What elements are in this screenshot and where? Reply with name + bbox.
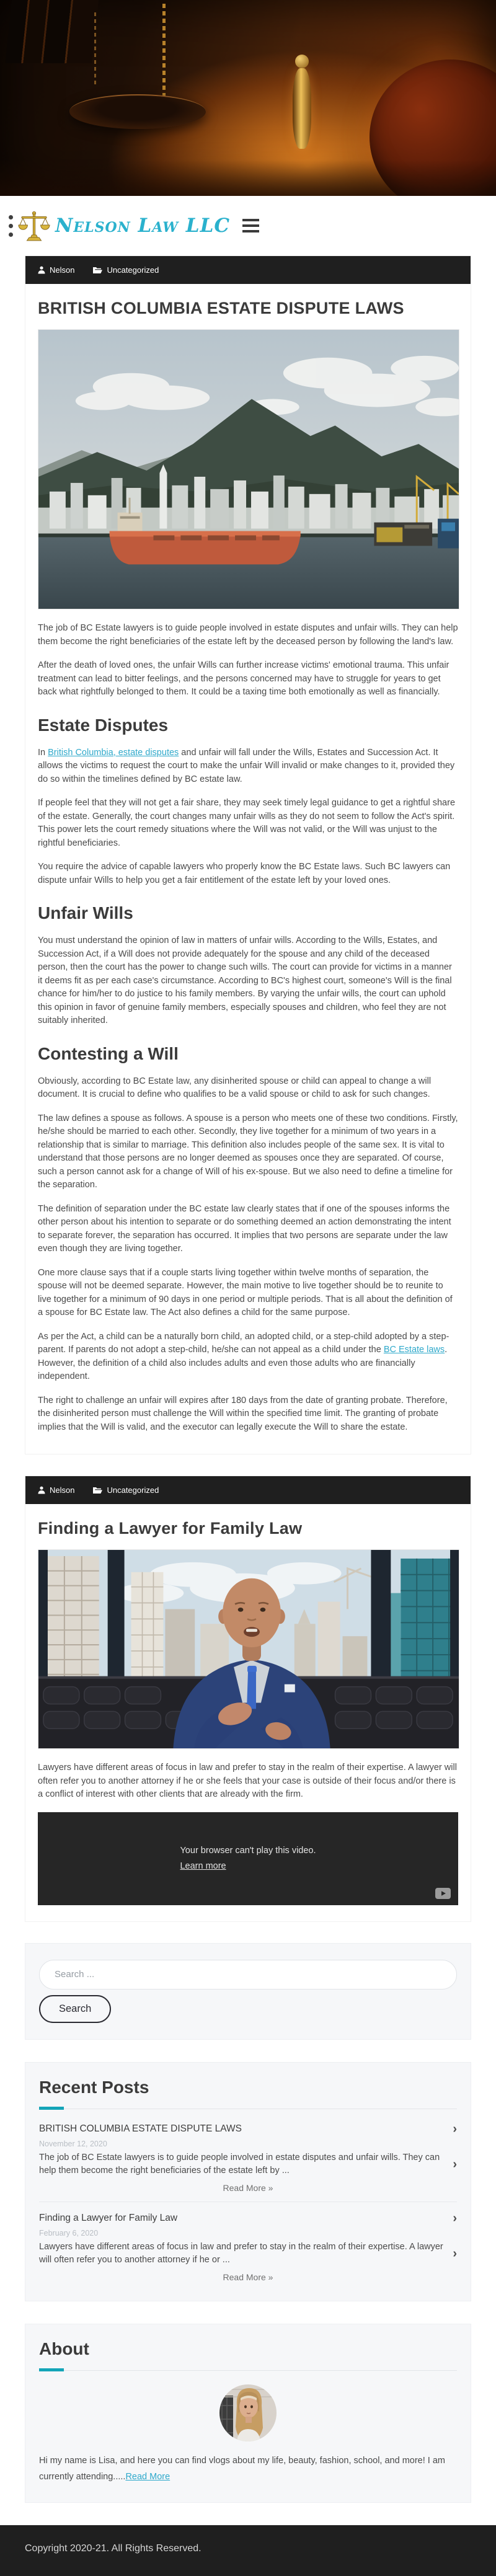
- learn-more-link[interactable]: Learn more: [180, 1861, 226, 1871]
- about-read-more-link[interactable]: Read More: [125, 2471, 170, 2482]
- text-run: and unfair will fall under the Wills, Estates and Succession Act. It allows the victims to request the court to make the unfair Will invalid or make changes to it, provided they do so within the timelines defined by BC estate law.: [38, 747, 455, 784]
- paragraph: The law defines a spouse as follows. A spouse is a person who meets one of these two conditions. Firstly, he/she should be married to each other. Secondly, they live together for a minimum of two years in a relationship that is similar to marriage. This definition also includes people of the same sex. It is vital to understand that those persons are no longer deemed as spouses once they are separated. Of course, such a person cannot ask for a change of Will of his ex-spouse. But we also need to define a timeline for the separation.: [38, 1113, 458, 1190]
- section-heading-contesting-a-will: Contesting a Will: [38, 1043, 179, 1063]
- site-header: [0, 196, 496, 255]
- widget-divider: [39, 2370, 457, 2371]
- chevron-right-icon[interactable]: ›: [453, 2211, 457, 2225]
- recent-post-excerpt: The job of BC Estate lawyers is to guide people involved in estate disputes and unfair wills. They can help them become the right beneficiaries of the estate left by ...: [39, 2152, 440, 2175]
- youtube-logo-icon[interactable]: [435, 1888, 451, 1899]
- author-link[interactable]: [38, 1485, 74, 1495]
- about-widget: [25, 2324, 471, 2503]
- featured-image-vancouver-harbour: [38, 329, 459, 609]
- video-player[interactable]: [38, 1812, 458, 1905]
- recent-post-date: February 6, 2020: [39, 2228, 99, 2237]
- text-run: . However, the definition of a child also includes adults and even those adults who are financially independent.: [38, 1345, 448, 1381]
- section-heading-estate-disputes: Estate Disputes: [38, 715, 169, 735]
- featured-image-lawyer-video-still: [38, 1549, 459, 1749]
- scale-chain-decoration: [94, 12, 96, 87]
- post-meta-bar: [25, 256, 471, 284]
- widget-title-recent-posts: Recent Posts: [39, 2077, 149, 2097]
- chevron-right-icon[interactable]: ›: [453, 2158, 457, 2171]
- folder-icon: [93, 267, 102, 274]
- law-books-decoration: [5, 0, 118, 63]
- recent-post-title: BRITISH COLUMBIA ESTATE DISPUTE LAWS: [39, 2123, 242, 2134]
- scale-chain-decoration: [162, 4, 166, 109]
- paragraph: You require the advice of capable lawyers who properly know the BC Estate laws. Such BC lawyers can dispute unfair Wills to help you get a fair entitlement of the estate left by your loved ones.: [38, 862, 451, 885]
- wood-surface-decoration: [0, 160, 496, 196]
- logo-dots-icon: [9, 215, 13, 237]
- recent-post-excerpt-row: [39, 2151, 457, 2178]
- paragraph: One more clause says that if a couple starts living together within twelve months of separation, the spouse will not be deemed separate. However, the main motive to live together should be to reunite to live together for a minimum of 90 days in one period or multiple periods. That is all about the definition of a spouse for BC Estate law. The Act also defines a child for the same purpose.: [38, 1267, 453, 1317]
- author-name: Nelson: [50, 1485, 75, 1495]
- paragraph: You must understand the opinion of law in matters of unfair wills. According to the Wills, Estates, and Succession Act, if a Will does not provide adequately for the spouse and any child of the deceased person, then the court has the power to change such wills. The court can provide for victims in a manner it deems fit as per each case's circumstance. According to BC's highest court, someone's Will is the final chance for him/her to do justice to his family members. By varying the unfair wills, the court can uphold this opinion in favor of genuine family members, especially spouses and children, who feel they are not suitably inherited.: [38, 936, 452, 1025]
- text-run: In: [38, 747, 48, 758]
- hero-image-gavel: [0, 0, 496, 196]
- paragraph: If people feel that they will not get a fair share, they may seek timely legal guidance to get a rightful share of the estate. Generally, the court changes many unfair wills as they do not seem to follow the Act's spirit. This power lets the court remedy situations where the Will was not valid, or the Will was unjust to the rightful beneficiaries.: [38, 798, 456, 848]
- video-error-text: Your browser can't play this video.: [180, 1845, 316, 1856]
- author-name: Nelson: [50, 265, 75, 275]
- post-meta-bar: [25, 1476, 471, 1504]
- bc-estate-laws-link[interactable]: BC Estate laws: [383, 1345, 445, 1355]
- chevron-right-icon[interactable]: ›: [453, 2122, 457, 2136]
- site-logo[interactable]: [9, 210, 230, 241]
- recent-post-title-link[interactable]: [39, 2123, 457, 2135]
- recent-post-excerpt: Lawyers have different areas of focus in law and prefer to stay in the realm of their expertise. A lawyer will often refer you to another attorney if he or ...: [39, 2241, 443, 2265]
- category-link[interactable]: [93, 265, 159, 275]
- read-more-link[interactable]: Read More »: [223, 2182, 273, 2193]
- recent-post-item: [39, 2123, 457, 2193]
- category-name: Uncategorized: [107, 265, 159, 275]
- site-footer: [0, 2525, 496, 2576]
- scale-pan-decoration: [69, 94, 206, 129]
- category-link[interactable]: [93, 1485, 159, 1495]
- floating-dry-dock: [374, 519, 459, 549]
- section-heading-unfair-wills: Unfair Wills: [38, 903, 133, 923]
- paragraph: The definition of separation under the BC estate law clearly states that if one of the spouses informs the other person about his intention to separate or do something deemed an action demonstrating the intent to separate forever, the separation has occurred. It implies that two persons are separate under the law even though they are living together.: [38, 1203, 451, 1254]
- video-error-message: [180, 1843, 316, 1874]
- widget-title-about: About: [39, 2339, 89, 2358]
- site-title: Nelson Law LLC: [55, 215, 231, 237]
- divider-accent: [39, 2107, 64, 2110]
- folder-icon: [93, 1487, 102, 1494]
- estate-disputes-link[interactable]: British Columbia, estate disputes: [48, 747, 179, 758]
- paragraph: [38, 1330, 458, 1384]
- person-icon: [38, 266, 45, 274]
- post-title: BRITISH COLUMBIA ESTATE DISPUTE LAWS: [38, 299, 404, 317]
- copyright-text: Copyright 2020-21. All Rights Reserved.: [25, 2543, 202, 2554]
- search-button[interactable]: Search: [39, 1995, 111, 2023]
- author-link[interactable]: [38, 265, 74, 275]
- person-icon: [38, 1486, 45, 1494]
- chevron-right-icon[interactable]: ›: [453, 2247, 457, 2260]
- divider-accent: [39, 2368, 64, 2371]
- brass-knob-decoration: [295, 55, 309, 68]
- search-widget: [25, 1943, 471, 2040]
- about-text: [39, 2453, 457, 2485]
- paragraph: After the death of loved ones, the unfair Wills can further increase victims' emotional trauma. This unfair treatment can lead to bitter feelings, and the persons concerned may have to struggle for years to get back what rightfully belonged to them. It could be a taxing time both emotionally as well as financially.: [38, 660, 450, 697]
- text-run: As per the Act, a child can be a naturally born child, an adopted child, or a step-child adopted by a step-parent. If parents do not adopt a step-child, he/she can not appeal as a child under the: [38, 1331, 450, 1355]
- recent-post-date: November 12, 2020: [39, 2139, 107, 2148]
- read-more-link[interactable]: Read More »: [223, 2272, 273, 2282]
- paragraph: The job of BC Estate lawyers is to guide people involved in estate disputes and unfair wills. They can help them become the right beneficiaries of the estate left by the deceased person by following the land's law.: [38, 623, 458, 647]
- paragraph: [38, 746, 458, 787]
- paragraph: Lawyers have different areas of focus in law and prefer to stay in the realm of their expertise. A lawyer will often refer you to another attorney if he or she feels that your case is outside of their focus and/or there is a conflict of interest with other clients that are already with the firm.: [38, 1763, 457, 1799]
- text-run: Hi my name is Lisa, and here you can find vlogs about my life, beauty, fashion, school, and more! I am currently attending.....: [39, 2455, 445, 2482]
- category-name: Uncategorized: [107, 1485, 159, 1495]
- scales-of-justice-icon: [18, 210, 50, 241]
- recent-post-item: [39, 2212, 457, 2282]
- brass-stand-decoration: [293, 68, 311, 149]
- paragraph: The right to challenge an unfair will expires after 180 days from the date of granting probate. Therefore, the disinherited person must challenge the Will within the specified time limit. The granting of probate implies that the Will is valid, and the executor can legally execute the Will to share the estate.: [38, 1395, 448, 1432]
- post-title: Finding a Lawyer for Family Law: [38, 1519, 303, 1538]
- recent-post-title: Finding a Lawyer for Family Law: [39, 2212, 178, 2223]
- recent-post-excerpt-row: [39, 2241, 457, 2267]
- recent-post-title-link[interactable]: [39, 2212, 457, 2224]
- paragraph: Obviously, according to BC Estate law, any disinherited spouse or child can appeal to change a will document. It is crucial to define who qualifies to be a valid spouse or child to ask for such changes.: [38, 1076, 432, 1099]
- avatar-lisa: [219, 2384, 277, 2441]
- menu-hamburger-icon[interactable]: [240, 216, 262, 235]
- recent-posts-widget: [25, 2062, 471, 2301]
- search-input[interactable]: [39, 1960, 457, 1990]
- article-estate-dispute: [25, 255, 471, 1454]
- article-family-law: [25, 1476, 471, 1922]
